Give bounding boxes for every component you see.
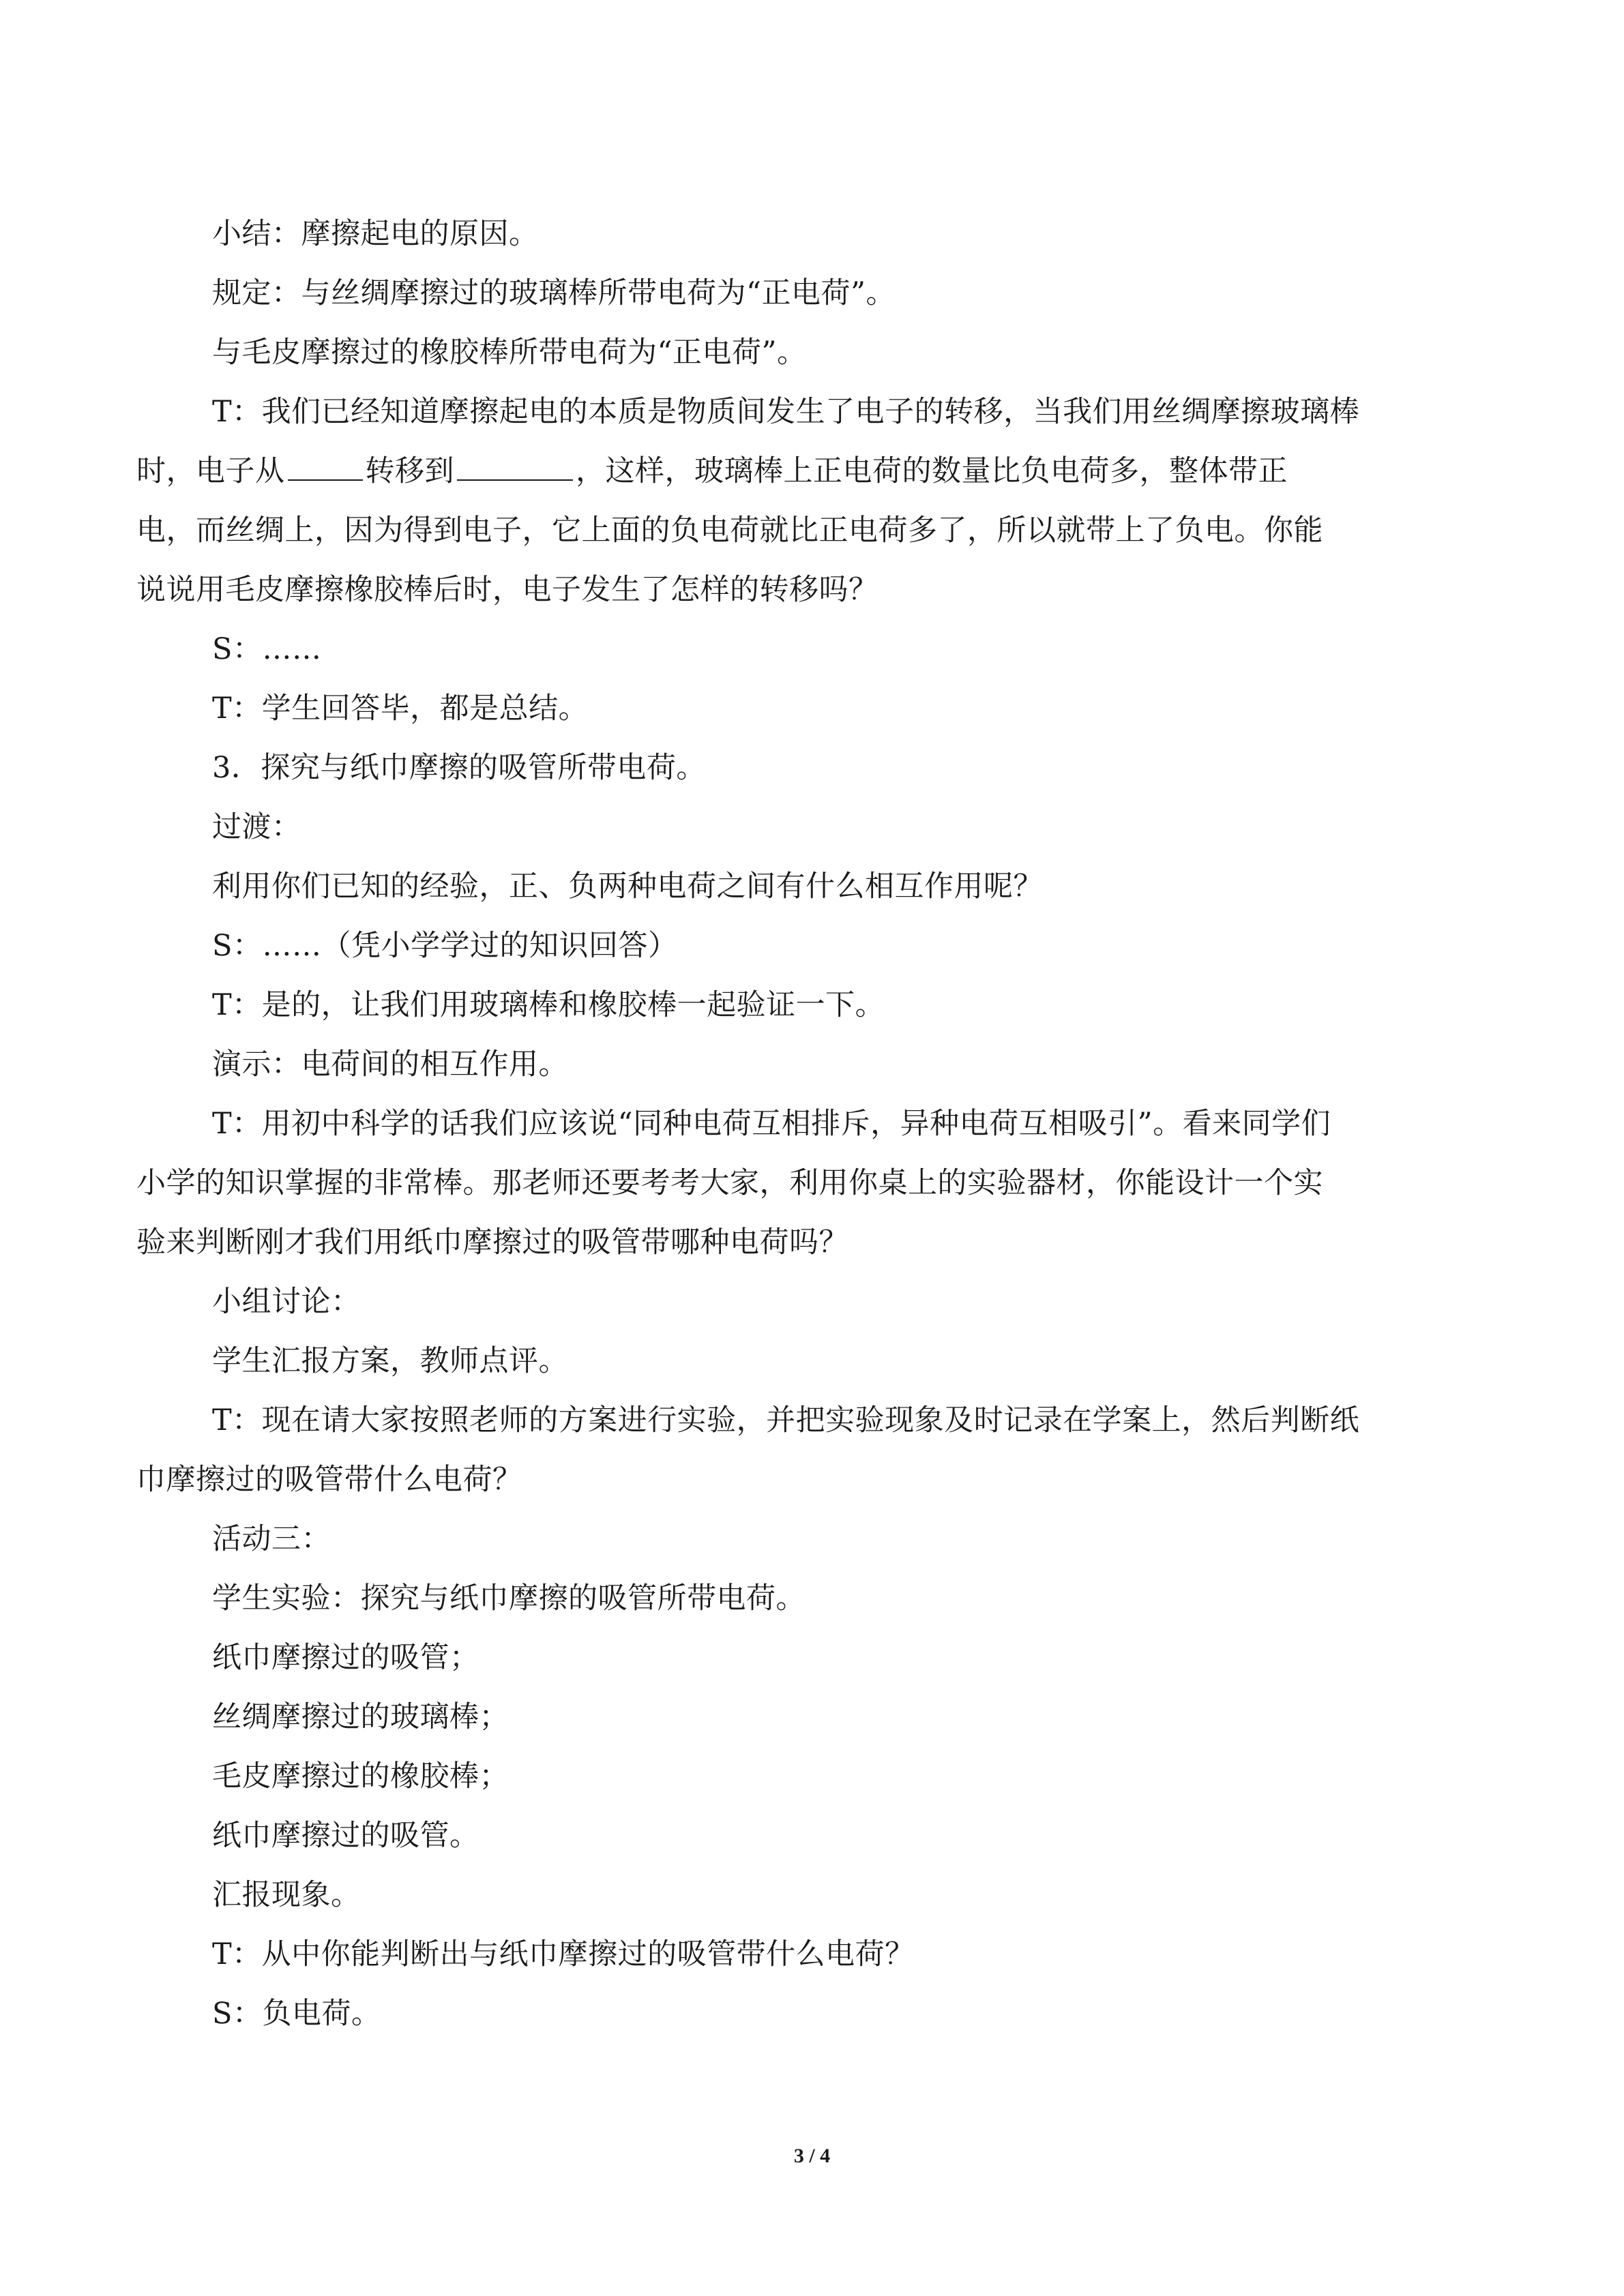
paragraph-question: 利用你们已知的经验，正、负两种电荷之间有什么相互作用呢？	[212, 869, 1043, 904]
paragraph-line: 验来判断刚才我们用纸巾摩擦过的吸管带哪种电荷吗？	[136, 1225, 848, 1259]
paragraph-line: 小学的知识掌握的非常棒。那老师还要考考大家，利用你桌上的实验器材，你能设计一个实	[136, 1166, 1323, 1200]
paragraph-science-statement	[136, 1094, 1494, 1272]
page-number: 3 / 4	[793, 2145, 831, 2167]
paragraph-activity-three: 活动三：	[212, 1522, 331, 1556]
paragraph-electron-transfer	[136, 383, 1494, 620]
paragraph-line: 说说用毛皮摩擦橡胶棒后时，电子发生了怎样的转移吗？	[136, 573, 879, 607]
paragraph-line: T：我们已经知道摩擦起电的本质是物质间发生了电子的转移，当我们用丝绸摩擦玻璃棒	[212, 395, 1360, 429]
paragraph-report-plan: 学生汇报方案，教师点评。	[212, 1344, 568, 1378]
paragraph-teacher-summary: T：学生回答毕，都是总结。	[212, 691, 589, 726]
paragraph-report-phenomenon: 汇报现象。	[212, 1878, 361, 1912]
paragraph-line	[136, 442, 1494, 501]
paragraph-student-answer: S：……（凭小学学过的知识回答）	[212, 929, 678, 963]
paragraph-transition: 过渡：	[212, 810, 301, 844]
text-fragment: 时，电子从	[136, 454, 285, 488]
paragraph-rule-positive: 规定：与丝绸摩擦过的玻璃棒所带电荷为“正电荷”。	[212, 276, 896, 310]
paragraph-rule-rubber: 与毛皮摩擦过的橡胶棒所带电荷为“正电荷”。	[212, 336, 807, 370]
document-body	[136, 205, 1494, 2044]
paragraph-teacher-verify: T：是的，让我们用玻璃棒和橡胶棒一起验证一下。	[212, 988, 885, 1022]
paragraph-demo: 演示：电荷间的相互作用。	[212, 1047, 568, 1082]
text-fragment: 转移到	[365, 454, 454, 488]
paragraph-student-experiment: 学生实验：探究与纸巾摩擦的吸管所带电荷。	[212, 1581, 806, 1615]
paragraph-group-discussion: 小组讨论：	[212, 1285, 361, 1319]
paragraph-line: 巾摩擦过的吸管带什么电荷？	[136, 1463, 522, 1497]
paragraph-experiment-instruction	[136, 1391, 1494, 1510]
list-item: 纸巾摩擦过的吸管。	[212, 1819, 479, 1853]
list-item: 纸巾摩擦过的吸管；	[212, 1641, 479, 1675]
paragraph-line: 电，而丝绸上，因为得到电子，它上面的负电荷就比正电荷多了，所以就带上了负电。你能	[136, 513, 1323, 548]
list-item: 丝绸摩擦过的玻璃棒；	[212, 1700, 509, 1734]
section-heading-3: 3．探究与纸巾摩擦的吸管所带电荷。	[212, 751, 706, 785]
paragraph-student-reply: S：……	[212, 632, 322, 666]
paragraph-line: T：现在请大家按照老师的方案进行实验，并把实验现象及时记录在学案上，然后判断纸	[212, 1403, 1360, 1437]
paragraph-summary: 小结：摩擦起电的原因。	[212, 217, 539, 251]
fill-in-blank[interactable]	[288, 450, 363, 481]
list-item: 毛皮摩擦过的橡胶棒；	[212, 1759, 509, 1793]
paragraph-teacher-question: T：从中你能判断出与纸巾摩擦过的吸管带什么电荷？	[212, 1937, 915, 1971]
fill-in-blank[interactable]	[457, 450, 573, 481]
paragraph-line: T：用初中科学的话我们应该说“同种电荷互相排斥，异种电荷互相吸引”。看来同学们	[212, 1107, 1331, 1141]
paragraph-student-conclusion: S：负电荷。	[212, 1997, 381, 2031]
text-fragment: ，这样，玻璃棒上正电荷的数量比负电荷多，整体带正	[576, 454, 1288, 488]
